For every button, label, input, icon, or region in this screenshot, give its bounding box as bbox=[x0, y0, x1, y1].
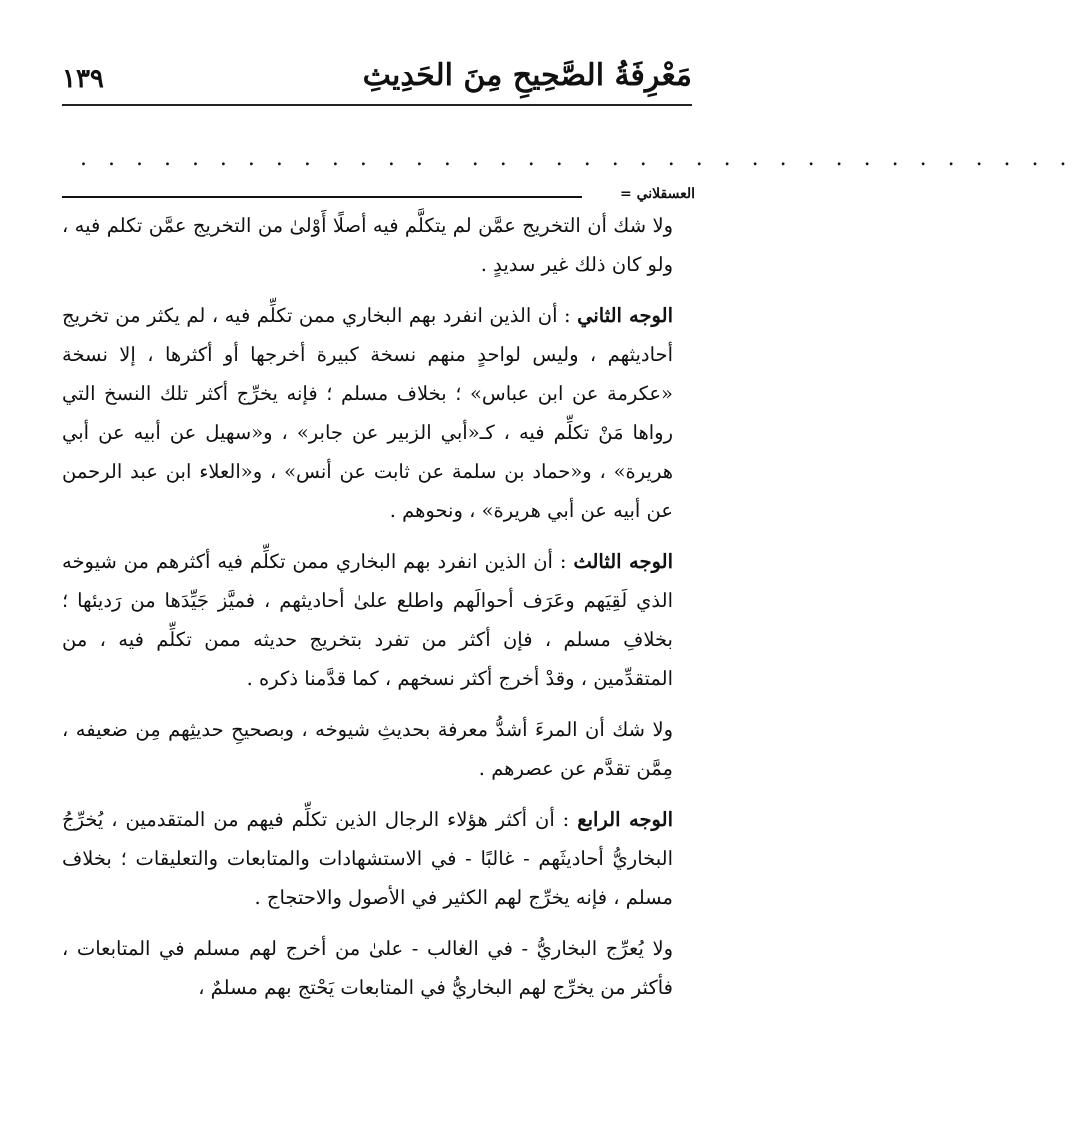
ellipsis-dots: . . . . . . . . . . . . . . . . . . . . . . . . . . . . . . . . . . . . bbox=[80, 146, 1074, 171]
page-body bbox=[62, 206, 695, 1019]
paragraph bbox=[62, 206, 695, 284]
quote-label: العسقلاني = bbox=[619, 186, 695, 202]
paragraph bbox=[62, 710, 695, 788]
paragraph bbox=[62, 929, 695, 1007]
paragraph-text: ولا شك أن التخريج عمَّن لم يتكلَّم فيه أصلًا أَوْلىٰ من التخريج عمَّن تكلم فيه ، ولو كان ذلك غير سديدٍ . bbox=[62, 214, 673, 276]
book-title: مَعْرِفَةُ الصَّحِيحِ مِنَ الحَدِيثِ bbox=[362, 58, 692, 93]
paragraph bbox=[62, 800, 695, 917]
paragraph-text: : أن الذين انفرد بهم البخاري ممن تكلِّم فيه ، لم يكثر من تخريج أحاديثهم ، وليس لواحدٍ منهم نسخة كبيرة أخرجها أو أكثرها ، إلا نسخة «عكرمة عن ابن عباس» ؛ بخلاف مسلم ؛ فإنه يخرِّج أكثر تلك النسخ التي رواها مَنْ تكلِّم فيه ، كـ«أبي الزبير عن جابر» ، و«سهيل عن أبيه عن أبي هريرة» ، و«حماد بن سلمة عن ثابت عن أنس» ، و«العلاء ابن عبد الرحمن عن أبيه عن أبي هريرة» ، ونحوهم . bbox=[62, 304, 673, 522]
paragraph-text: ولا يُعرِّج البخاريُّ - في الغالب - علىٰ من أخرج لهم مسلم في المتابعات ، فأكثر من يخرِّج لهم البخاريُّ في المتابعات يَحْتج بهم مسلمٌ ، bbox=[62, 937, 673, 999]
paragraph-lead: الوجه الثاني bbox=[577, 304, 673, 327]
header-rule bbox=[62, 104, 692, 106]
paragraph-text: ولا شك أن المرءَ أشدُّ معرفة بحديثِ شيوخه ، وبصحيحِ حديثِهم مِن ضعيفه ، مِمَّن تقدَّم عن عصرهم . bbox=[62, 718, 673, 780]
paragraph bbox=[62, 296, 695, 530]
paragraph-text: : أن أكثر هؤلاء الرجال الذين تكلِّم فيهم من المتقدمين ، يُخرِّجُ البخاريُّ أحاديثَهم - غالبًا - في الاستشهادات والمتابعات والتعليقات ؛ بخلاف مسلم ، فإنه يخرِّج لهم الكثير في الأصول والاحتجاج . bbox=[62, 808, 673, 909]
quote-attribution bbox=[62, 186, 695, 208]
quote-rule bbox=[62, 196, 582, 198]
running-header bbox=[62, 58, 692, 106]
paragraph-lead: الوجه الرابع bbox=[577, 808, 673, 831]
page-number: ١٣٩ bbox=[62, 64, 104, 94]
paragraph-text: : أن الذين انفرد بهم البخاري ممن تكلِّم فيه أكثرهم من شيوخه الذي لَقِيَهم وعَرَف أحوالَهم واطلع علىٰ أحاديثهم ، فميَّز جَيِّدَها من رَديئها ؛ بخلافِ مسلم ، فإن أكثر من تفرد بتخريج حديثه ممن تكلِّم فيه ، من المتقدِّمين ، وقدْ أخرج أكثر نسخهم ، كما قدَّمنا ذكره . bbox=[62, 550, 673, 690]
paragraph-lead: الوجه الثالث bbox=[573, 550, 673, 573]
paragraph bbox=[62, 542, 695, 698]
